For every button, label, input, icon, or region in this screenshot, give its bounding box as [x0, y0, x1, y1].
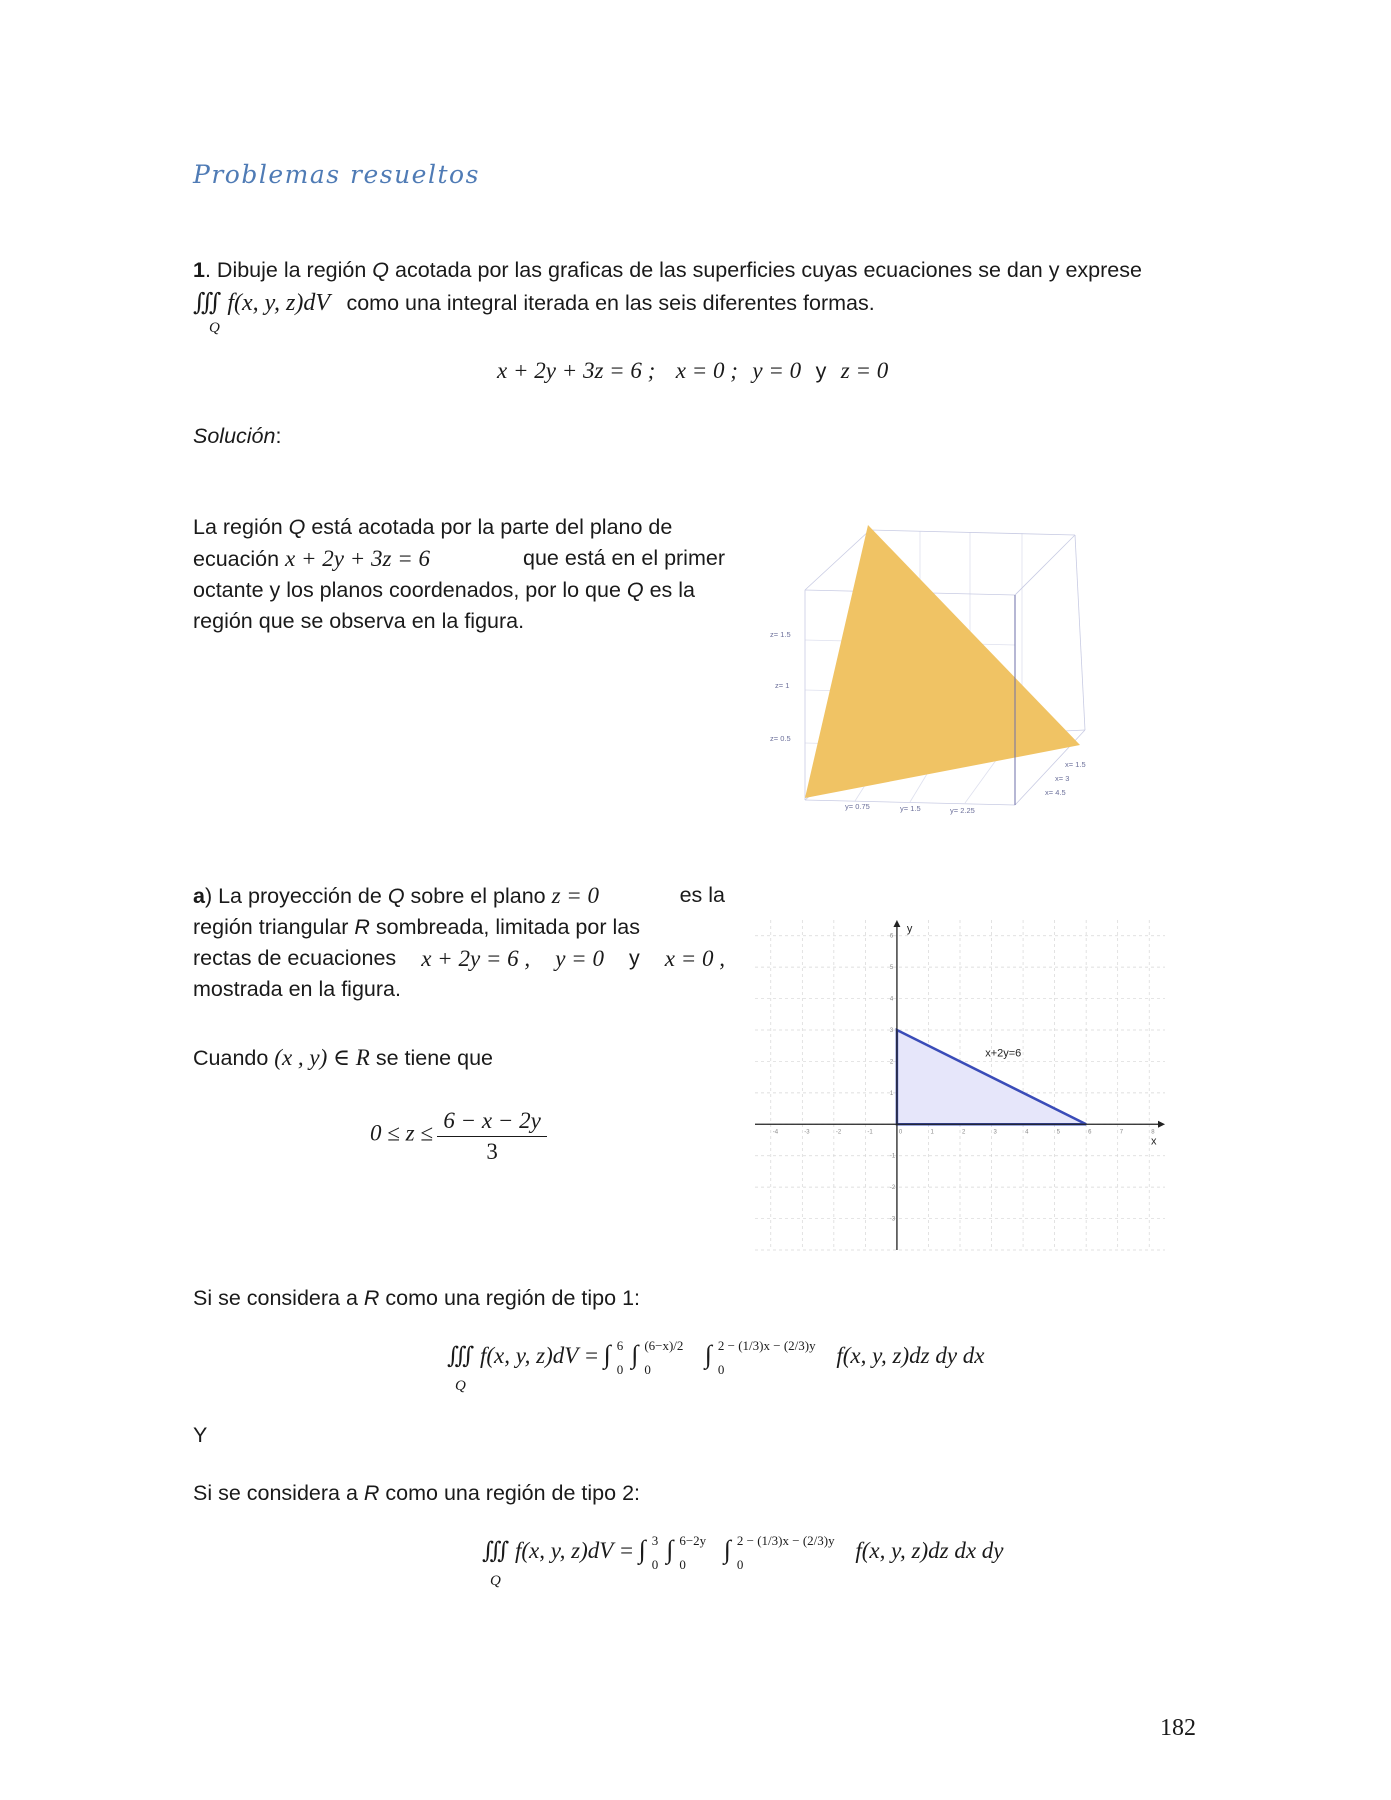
integral-sign: ∫: [603, 1340, 611, 1369]
surface-equations: x + 2y + 3z = 6 ; x = 0 ; y = 0 y z = 0: [497, 358, 889, 383]
region-description: La región Q está acotada por la parte del plano de ecuación x + 2y + 3z = 6 que está en el primer octante y los planos coordenados, por lo que Q es la región que se observa en la figura.: [193, 515, 725, 633]
problem-statement: 1. Dibuje la región Q acotada por las graficas de las superficies cuyas ecuaciones se dan y exprese: [193, 258, 1142, 282]
problem-number: 1: [193, 258, 205, 282]
z-label-1: z= 1.5: [770, 630, 791, 639]
type-1-iterated-integral: ∭ f(x, y, z)dV = ∫ 6 0 ∫ (6−x)/2 0 ∫ 2 − (1/3)x − (2/3)y 0 f(x, y, z)dz dy dx Q: [447, 1337, 985, 1394]
membership-expression: (x , y) ∈ R: [274, 1045, 370, 1070]
y-tick-label: 1: [889, 1090, 894, 1097]
x-tick-label: 4: [1025, 1129, 1029, 1136]
projection-2d-figure: [750, 915, 1170, 1255]
y-label-1: y= 0.75: [845, 802, 870, 811]
x-tick-label: 0: [898, 1129, 903, 1136]
x-tick-label: 3: [993, 1129, 997, 1136]
part-a-paragraph: a) La proyección de Q sobre el plano z = 0 es la región triangular R sombreada, limitada por las rectas de ecuaciones x + 2y = 6 , y = 0 y x = 0 , mostrada en la figura.: [193, 883, 725, 1001]
type-2-iterated-integral: ∭ f(x, y, z)dV = ∫ 3 0 ∫ 6−2y 0 ∫ 2 − (1/3)x − (2/3)y 0 f(x, y, z)dz dx dy Q: [482, 1532, 1004, 1589]
z-bounds-inequality: 0 ≤ z ≤ $\frac{6 - x - 2y}{3}$: [370, 1108, 547, 1165]
x-label-1: x= 1.5: [1065, 760, 1086, 769]
x-tick-label: 8: [1151, 1129, 1155, 1136]
y-tick-label: -1: [889, 1153, 896, 1160]
region-3d-figure: [760, 515, 1100, 815]
x-tick-label: -2: [835, 1129, 842, 1136]
x-axis-label: x: [1151, 1135, 1157, 1148]
y-axis-label: y: [906, 923, 913, 935]
shaded-region-R: [897, 1030, 1086, 1124]
y-tick-label: 5: [889, 965, 894, 972]
integral-subscript: Q: [209, 320, 220, 336]
y-tick-label: 4: [889, 996, 894, 1003]
y-tick-label: 3: [889, 1028, 894, 1034]
z-label-2: z= 1: [775, 681, 790, 690]
type-1-sentence: Si se considera a R como una región de tipo 1:: [193, 1286, 640, 1310]
problem-integral-line: ∭ f(x, y, z)dV como una integral iterada en las seis diferentes formas. Q: [193, 290, 875, 336]
x-label-2: x= 3: [1055, 774, 1070, 783]
page-number: 182: [1160, 1715, 1196, 1741]
triple-integral-expression: ∭ f(x, y, z)dV: [193, 290, 331, 316]
x-tick-label: -3: [804, 1129, 810, 1136]
section-heading: Problemas resueltos: [193, 160, 480, 189]
y-label-2: y= 1.5: [900, 804, 921, 813]
x-tick-label: 5: [1056, 1129, 1060, 1136]
x-tick-label: -4: [772, 1129, 779, 1136]
x-tick-label: 2: [962, 1129, 966, 1136]
line-label: x+2y=6: [985, 1047, 1022, 1060]
x-tick-label: 7: [1119, 1129, 1124, 1136]
condition-line: Cuando (x , y) ∈ R se tiene que: [193, 1045, 493, 1070]
x-tick-label: 6: [1088, 1129, 1092, 1136]
y-tick-label: -2: [889, 1185, 896, 1192]
y-axis-arrow-icon: [893, 920, 900, 927]
y-label-3: y= 2.25: [950, 806, 975, 815]
conjunction-y: Y: [193, 1423, 208, 1447]
z-label-3: z= 0.5: [770, 734, 791, 743]
plane-triangle-surface: [805, 525, 1080, 798]
y-tick-label: 6: [889, 933, 894, 940]
part-a-label: a: [193, 884, 205, 908]
x-axis-arrow-icon: [1158, 1121, 1165, 1128]
x-tick-label: 1: [930, 1129, 934, 1136]
x-label-3: x= 4.5: [1045, 788, 1066, 797]
solution-label: Solución:: [193, 424, 282, 448]
y-tick-label: 2: [889, 1059, 894, 1066]
y-tick-label: -3: [889, 1216, 896, 1223]
type-2-sentence: Si se considera a R como una región de tipo 2:: [193, 1481, 640, 1505]
x-tick-label: -1: [867, 1129, 873, 1136]
